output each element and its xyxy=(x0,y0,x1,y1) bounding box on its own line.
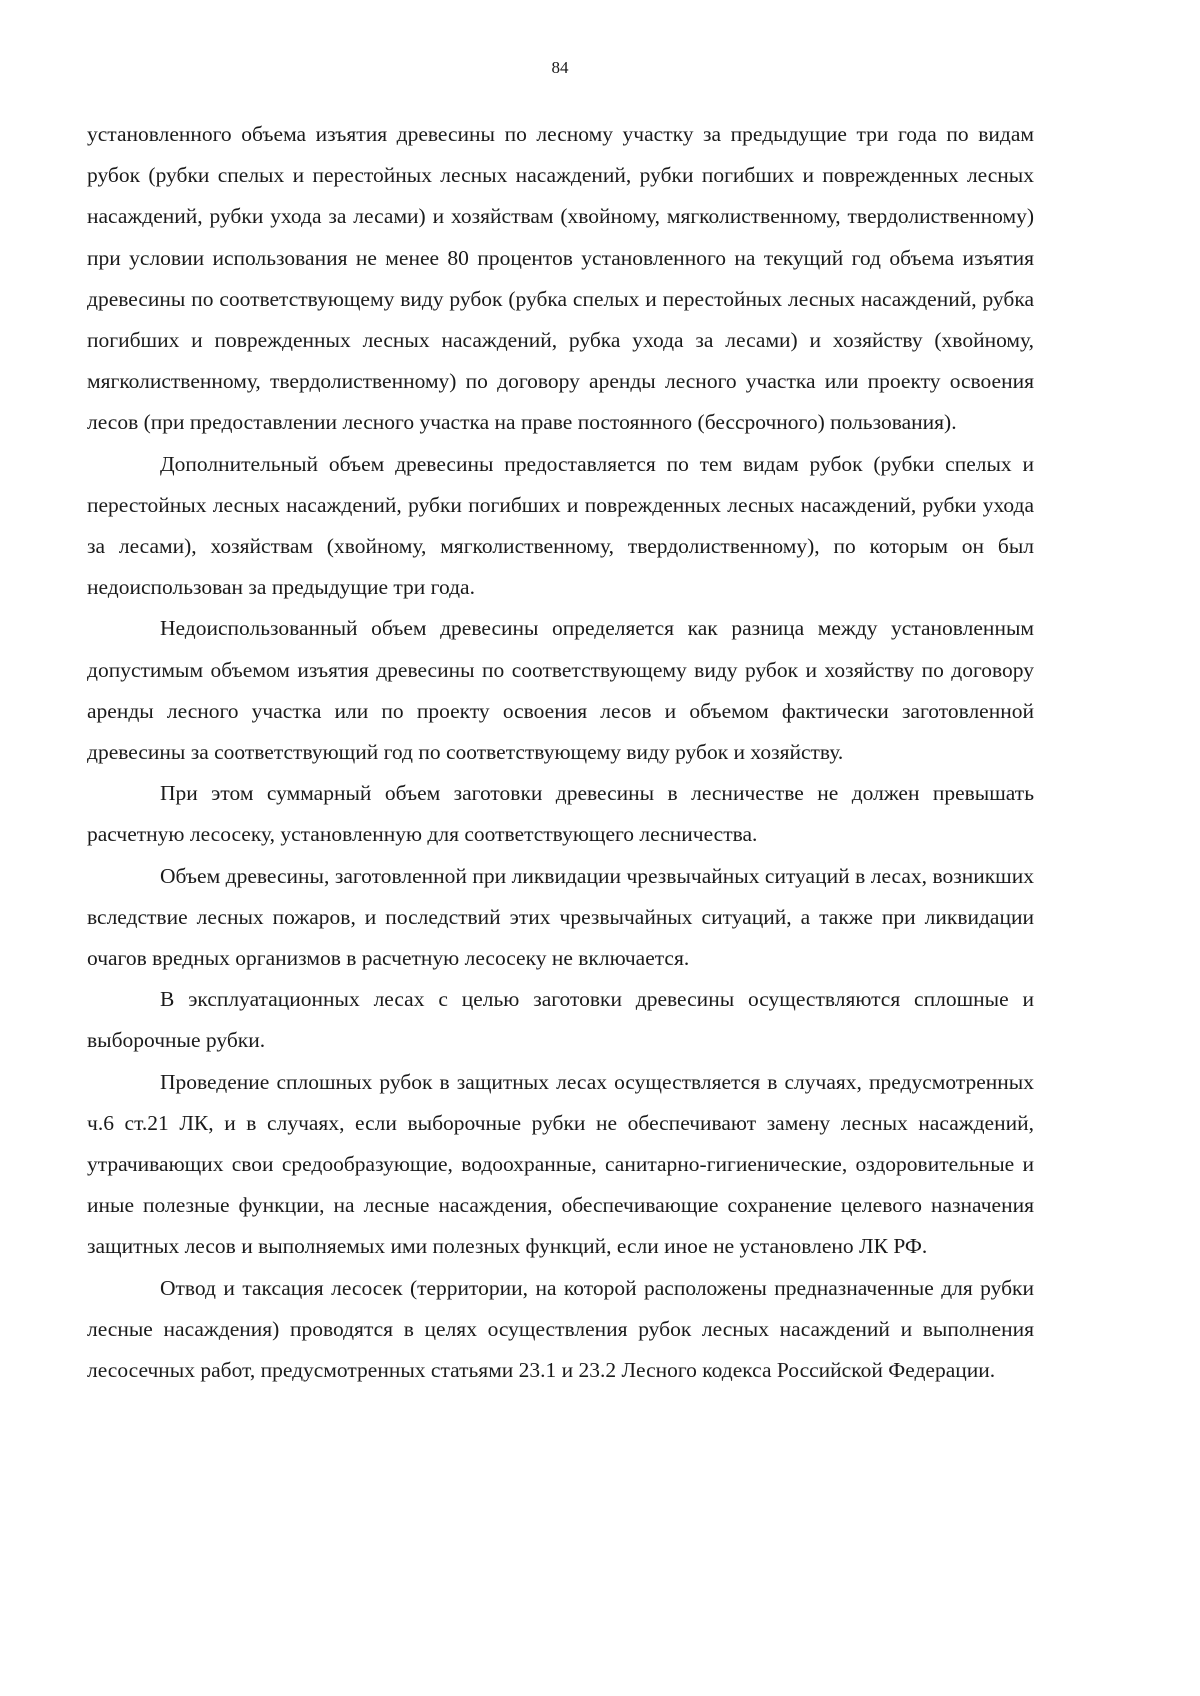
paragraph-total-harvest: При этом суммарный объем заготовки древесины в лесничестве не должен превышать расчетную лесосеку, установленную для соответствующего лесничества. xyxy=(87,781,1034,847)
paragraph-additional-volume: Дополнительный объем древесины предоставляется по тем видам рубок (рубки спелых и перестойных лесных насаждений, рубки погибших и поврежденных лесных насаждений, рубки ухода за лесами), хозяйствам (хвойному, мягколиственному, твердолиственному), по которым он был недоиспользован за предыдущие три года. xyxy=(87,451,1034,600)
paragraph-allotment-taxation: Отвод и таксация лесосек (территории, на которой расположены предназначенные для рубки лесные насаждения) проводятся в целях осуществления рубок лесных насаждений и выполнения лесосечных работ, предусмотренных статьями 23.1 и 23.2 Лесного кодекса Российской Федерации. xyxy=(87,1275,1034,1383)
paragraph-emergency-volume: Объем древесины, заготовленной при ликвидации чрезвычайных ситуаций в лесах, возникших вследствие лесных пожаров, и последствий этих чрезвычайных ситуаций, а также при ликвидации очагов вредных организмов в расчетную лесосеку не включается. xyxy=(87,863,1034,971)
paragraph-clear-cutting: Проведение сплошных рубок в защитных лесах осуществляется в случаях, предусмотренных ч.6 ст.21 ЛК, и в случаях, если выборочные рубки не обеспечивают замену лесных насаждений, утрачивающих свои средообразующие, водоохранные, санитарно-гигиенические, оздоровительные и иные полезные функции, на лесные насаждения, обеспечивающие сохранение целевого назначения защитных лесов и выполняемых ими полезных функций, если иное не установлено ЛК РФ. xyxy=(87,1069,1034,1259)
document-body xyxy=(87,114,1034,1391)
page-number: 84 xyxy=(551,58,569,77)
paragraph-exploitation-forests: В эксплуатационных лесах с целью заготовки древесины осуществляются сплошные и выборочные рубки. xyxy=(87,987,1034,1053)
paragraph-unused-volume: Недоиспользованный объем древесины определяется как разница между установленным допустимым объемом изъятия древесины по соответствующему виду рубок и хозяйству по договору аренды лесного участка или по проекту освоения лесов и объемом фактически заготовленной древесины за соответствующий год по соответствующему виду рубок и хозяйству. xyxy=(87,616,1034,765)
paragraph-continuation: установленного объема изъятия древесины по лесному участку за предыдущие три года по видам рубок (рубки спелых и перестойных лесных насаждений, рубки погибших и поврежденных лесных насаждений, рубки ухода за лесами) и хозяйствам (хвойному, мягколиственному, твердолиственному) при условии использования не менее 80 процентов установленного на текущий год объема изъятия древесины по соответствующему виду рубок (рубка спелых и перестойных лесных насаждений, рубка погибших и поврежденных лесных насаждений, рубка ухода за лесами) и хозяйству (хвойному, мягколиственному, твердолиственному) по договору аренды лесного участка или проекту освоения лесов (при предоставлении лесного участка на праве постоянного (бессрочного) пользования). xyxy=(87,122,1034,435)
